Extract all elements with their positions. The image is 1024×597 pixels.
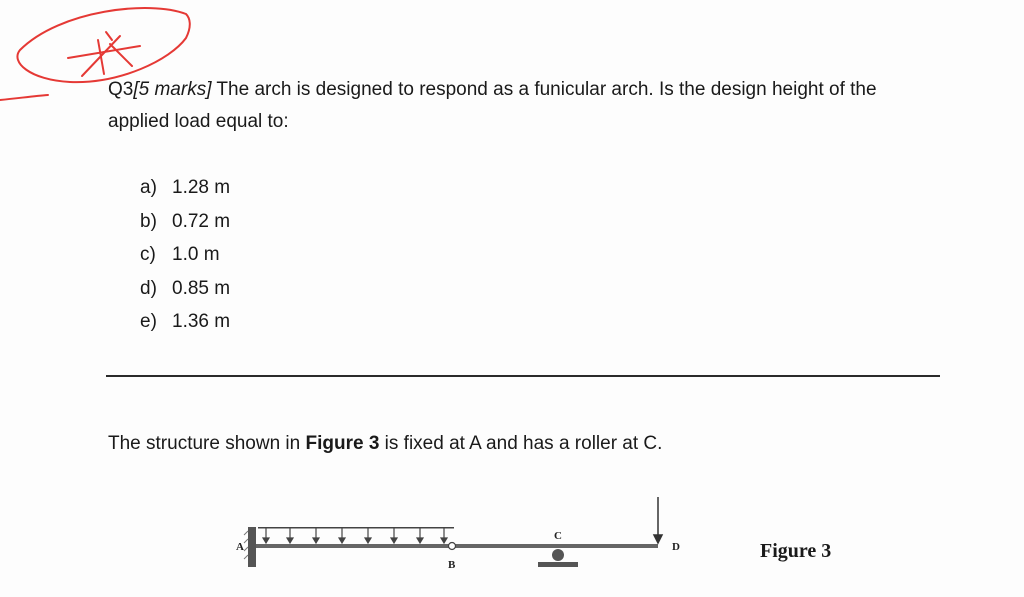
structure-text-start: The structure shown in	[108, 433, 306, 454]
option-c	[140, 238, 230, 272]
option-value: 1.36 m	[172, 311, 231, 332]
option-value: 0.85 m	[172, 277, 231, 299]
label-b: B	[448, 559, 456, 571]
question-marks: [5 marks]	[133, 79, 212, 100]
roller-support-c	[538, 549, 578, 567]
option-d	[140, 272, 230, 306]
figure-caption: Figure 3	[760, 540, 832, 562]
beam-diagram	[230, 495, 700, 580]
distributed-load	[258, 527, 454, 543]
question-text	[108, 74, 948, 138]
option-letter: a)	[140, 177, 157, 198]
answer-options	[140, 171, 230, 339]
hinge-b	[449, 543, 456, 550]
question-number: Q3	[108, 79, 134, 100]
option-letter: e)	[140, 311, 157, 332]
question-line-2: applied load equal to:	[108, 111, 289, 132]
question-line-1: The arch is designed to respond as a funicular arch. Is the design height of the	[211, 79, 877, 100]
figure-reference: Figure 3	[305, 433, 380, 454]
option-letter: c)	[140, 244, 156, 265]
structure-description	[108, 430, 662, 458]
label-a: A	[236, 541, 244, 553]
section-divider	[106, 375, 940, 377]
option-a	[140, 171, 230, 205]
option-value: 1.0 m	[172, 244, 220, 265]
option-value: 0.72 m	[172, 210, 231, 232]
option-letter: b)	[140, 210, 157, 232]
point-load-d	[654, 497, 662, 543]
beam	[256, 544, 658, 548]
wall-hatching	[244, 531, 248, 559]
label-c: C	[554, 530, 562, 542]
option-b	[140, 205, 230, 239]
fixed-support-wall	[248, 527, 256, 567]
option-letter: d)	[140, 277, 157, 299]
structure-text-end: is fixed at A and has a roller at C.	[379, 433, 663, 454]
option-value: 1.28 m	[172, 177, 231, 198]
label-d: D	[672, 541, 680, 553]
option-e	[140, 305, 230, 339]
